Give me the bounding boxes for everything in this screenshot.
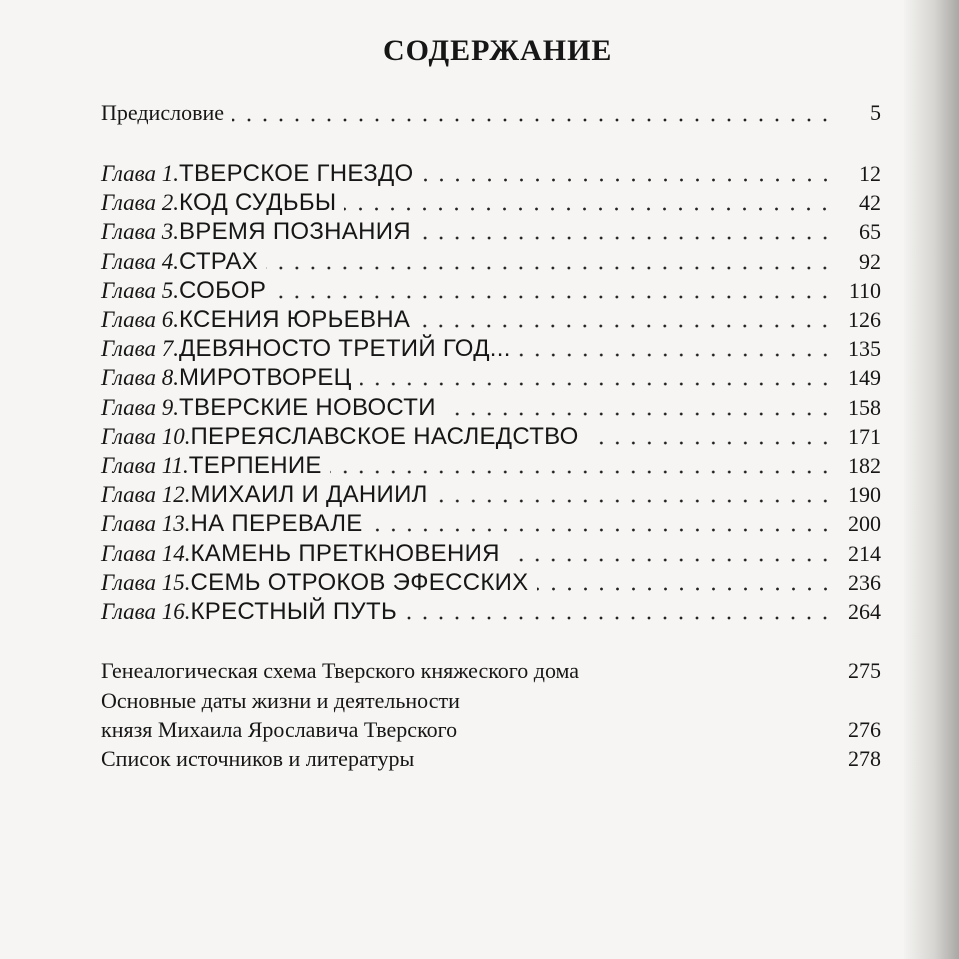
- chapter-prefix: Глава 10.: [101, 423, 191, 449]
- toc-page-number: 278: [848, 746, 881, 771]
- toc-entry-preface: [101, 100, 881, 130]
- toc-page-number: 92: [859, 248, 881, 274]
- chapter-title: ТЕРПЕНИЕ: [188, 452, 322, 479]
- toc-entry-chapter: [101, 423, 881, 453]
- toc-page-number: 214: [848, 540, 881, 566]
- toc-entry-title: Генеалогическая схема Тверского княжеского дома: [101, 658, 580, 683]
- chapter-prefix: Глава 5.: [101, 277, 179, 303]
- leader-dots: [422, 178, 833, 182]
- leader-dots: [371, 528, 833, 532]
- chapter-prefix: Глава 13.: [101, 511, 191, 537]
- toc-page-number: 276: [848, 717, 881, 742]
- toc-entry-appendix: [101, 658, 881, 688]
- chapter-prefix: Глава 14.: [101, 540, 191, 566]
- toc-entry-chapter: [101, 569, 881, 599]
- chapter-title: КАМЕНЬ ПРЕТКНОВЕНИЯ: [190, 539, 500, 567]
- toc-page-number: 171: [848, 423, 881, 449]
- toc-entry-chapter: [101, 248, 881, 278]
- toc-entry-chapter: [101, 481, 881, 511]
- chapter-title: КОД СУДЬБЫ: [179, 189, 337, 217]
- chapter-prefix: Глава 2.: [101, 190, 179, 216]
- leader-dots: [419, 236, 833, 240]
- chapter-prefix: Глава 8.: [101, 365, 179, 391]
- toc-entry-appendix: [101, 746, 881, 776]
- page-gutter-shadow: [904, 0, 959, 959]
- toc-entry-appendix: [101, 717, 881, 747]
- chapter-prefix: Глава 3.: [101, 219, 179, 245]
- toc-entry-title: Основные даты жизни и деятельности: [101, 688, 460, 713]
- toc-page-number: 12: [859, 161, 881, 186]
- leader-dots: [436, 499, 833, 503]
- toc-entry-title: Список источников и литературы: [101, 746, 415, 771]
- toc-entry-chapter: [101, 306, 881, 336]
- leader-dots: [418, 324, 833, 328]
- chapter-prefix: Глава 15.: [101, 569, 191, 595]
- toc-page-number: 65: [859, 219, 881, 245]
- toc-page-number: 200: [848, 511, 881, 537]
- toc-entry-appendix: [101, 688, 881, 718]
- chapter-prefix: Глава 4.: [101, 248, 179, 274]
- chapter-prefix: Глава 12.: [101, 482, 191, 508]
- toc-page-number: 158: [848, 394, 881, 420]
- toc-page-number: 236: [848, 569, 881, 595]
- toc-page-number: 190: [848, 482, 881, 508]
- leader-dots: [360, 382, 833, 386]
- toc-page-number: 135: [848, 336, 881, 362]
- chapter-title: ТВЕРСКОЕ ГНЕЗДО: [179, 160, 414, 187]
- chapter-prefix: Глава 7.: [101, 336, 179, 362]
- toc-page-number: 275: [848, 658, 881, 683]
- chapter-title: НА ПЕРЕВАЛЕ: [190, 510, 363, 538]
- leader-dots: [537, 587, 834, 591]
- chapter-title: МИХАИЛ И ДАНИИЛ: [190, 481, 428, 509]
- chapter-title: ДЕВЯНОСТО ТРЕТИЙ ГОД...: [179, 335, 511, 363]
- chapter-title: МИРОТВОРЕЦ: [179, 364, 352, 392]
- chapter-title: КСЕНИЯ ЮРЬЕВНА: [179, 306, 411, 333]
- leader-dots: [330, 470, 833, 474]
- chapter-title: ВРЕМЯ ПОЗНАНИЯ: [179, 218, 411, 246]
- leader-dots: [508, 558, 833, 562]
- chapter-prefix: Глава 1.: [101, 161, 179, 186]
- chapter-prefix: Глава 9.: [101, 394, 179, 420]
- toc-entry-chapter: [101, 335, 881, 365]
- chapter-prefix: Глава 6.: [101, 307, 179, 332]
- toc-entry-chapter: [101, 540, 881, 570]
- toc-page-number: 264: [848, 599, 881, 624]
- chapter-prefix: Глава 11.: [101, 453, 189, 478]
- toc-entry-title: князя Михаила Ярославича Тверского: [101, 717, 458, 742]
- toc-entry-chapter: [101, 277, 881, 307]
- page-title: СОДЕРЖАНИЕ: [383, 34, 613, 67]
- toc-entry-chapter: [101, 189, 881, 219]
- leader-dots: [232, 118, 833, 122]
- chapter-prefix: Глава 16.: [101, 599, 191, 624]
- chapter-title: СОБОР: [179, 276, 267, 304]
- toc-entry-chapter: [101, 364, 881, 394]
- leader-dots: [587, 441, 833, 445]
- toc-page-number: 42: [859, 190, 881, 216]
- toc-entry-title: Предисловие: [101, 100, 224, 125]
- leader-dots: [405, 616, 833, 620]
- toc-page-number: 149: [848, 365, 881, 391]
- toc-entry-chapter: [101, 452, 881, 482]
- toc-entry-chapter: [101, 160, 881, 190]
- leader-dots: [344, 207, 833, 211]
- toc-page-number: 5: [870, 100, 881, 125]
- leader-dots: [266, 266, 833, 270]
- chapter-title: ПЕРЕЯСЛАВСКОЕ НАСЛЕДСТВО: [190, 422, 579, 450]
- leader-dots: [444, 412, 833, 416]
- toc-page-number: 110: [848, 277, 881, 303]
- chapter-title: ТВЕРСКИЕ НОВОСТИ: [179, 393, 436, 421]
- chapter-title: СТРАХ: [179, 247, 259, 275]
- toc-entry-chapter: [101, 218, 881, 248]
- toc-page-number: 182: [848, 453, 881, 478]
- toc-entry-chapter: [101, 394, 881, 424]
- leader-dots: [274, 295, 833, 299]
- leader-dots: [519, 353, 833, 357]
- toc-page-number: 126: [848, 307, 881, 332]
- toc-entry-chapter: [101, 510, 881, 540]
- toc-entry-chapter: [101, 598, 881, 628]
- chapter-title: КРЕСТНЫЙ ПУТЬ: [190, 598, 397, 625]
- chapter-title: СЕМЬ ОТРОКОВ ЭФЕССКИХ: [190, 568, 529, 596]
